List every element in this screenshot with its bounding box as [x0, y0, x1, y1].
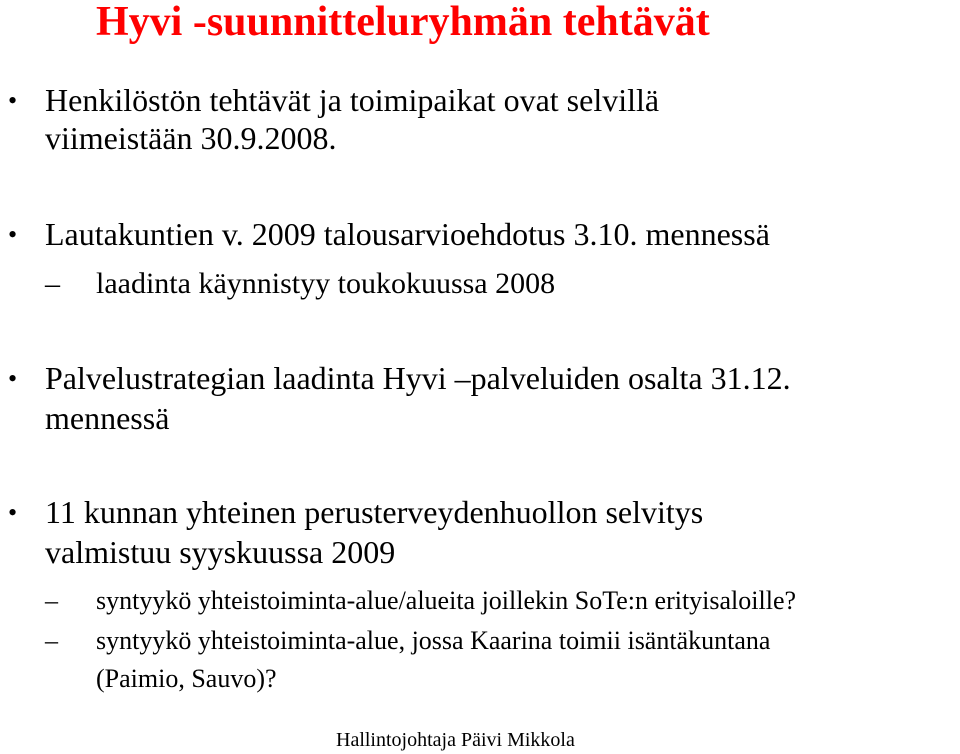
- sub-bullet-text: syntyykö yhteistoiminta-alue, jossa Kaarina toimii isäntäkuntana: [96, 626, 771, 655]
- slide-footer: Hallintojohtaja Päivi Mikkola: [336, 729, 575, 751]
- sub-bullet-text-continuation: (Paimio, Sauvo)?: [96, 664, 277, 693]
- bullet-text-line: Lautakuntien v. 2009 talousarvioehdotus 3.10. mennessä: [45, 216, 770, 252]
- bullet-icon: •: [8, 86, 18, 115]
- bullet-text-line: Palvelustrategian laadinta Hyvi –palveluiden osalta 31.12.: [45, 360, 791, 396]
- dash-icon: –: [45, 267, 60, 300]
- bullet-text-line: viimeistään 30.9.2008.: [45, 120, 337, 156]
- dash-icon: –: [45, 626, 58, 655]
- sub-bullet-text: laadinta käynnistyy toukokuussa 2008: [96, 267, 556, 300]
- bullet-text-line: Henkilöstön tehtävät ja toimipaikat ovat selvillä: [45, 82, 660, 118]
- bullet-text-line: valmistuu syyskuussa 2009: [45, 534, 396, 570]
- bullet-icon: •: [8, 220, 18, 249]
- bullet-icon: •: [8, 498, 18, 527]
- bullet-text-line: 11 kunnan yhteinen perusterveydenhuollon selvitys: [45, 494, 704, 530]
- sub-bullet-text: syntyykö yhteistoiminta-alue/alueita joillekin SoTe:n erityisaloille?: [96, 586, 797, 615]
- bullet-icon: •: [8, 364, 18, 393]
- slide-title: Hyvi -suunnitteluryhmän tehtävät: [96, 0, 710, 45]
- dash-icon: –: [45, 586, 58, 615]
- bullet-text-line: mennessä: [45, 400, 170, 436]
